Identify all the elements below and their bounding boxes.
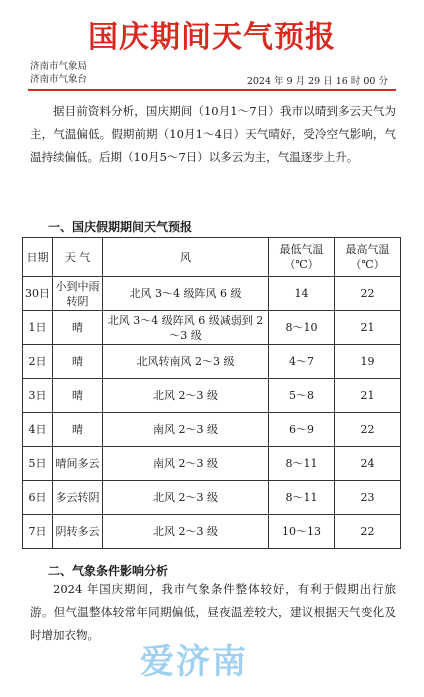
cell-date: 5日 [23, 447, 53, 481]
cell-weather: 晴 [53, 345, 103, 379]
cell-wind: 北风 2～3 级 [103, 515, 269, 549]
table-row [23, 481, 401, 515]
cell-wind: 北风 3～4 级阵风 6 级减弱到 2～3 级 [103, 311, 269, 345]
issue-time: 2024 年 9 月 29 日 16 时 00 分 [246, 76, 388, 87]
header-max-temp: 最高气温（℃） [335, 238, 401, 277]
header-divider [28, 89, 396, 91]
cell-date: 2日 [23, 345, 53, 379]
table-row [23, 379, 401, 413]
table-row [23, 345, 401, 379]
cell-max-temp: 22 [335, 413, 401, 447]
impact-paragraph: 2024 年国庆期间，我市气象条件整体较好，有利于假期出行旅游。但气温整体较常年同期偏低，昼夜温差较大，建议根据天气变化及时增加衣物。 [30, 582, 396, 642]
intro-paragraph: 据目前资料分析，国庆期间（10月1～7日）我市以晴到多云天气为主，气温偏低。假期前期（10月1～4日）天气晴好，受冷空气影响，气温持续偏低。后期（10月5～7日）以多云为主，气温逐步上升。 [30, 104, 396, 164]
cell-wind: 北风 2～3 级 [103, 379, 269, 413]
cell-wind: 北风 3～4 级阵风 6 级 [103, 277, 269, 311]
cell-min-temp: 14 [269, 277, 335, 311]
cell-wind: 南风 2～3 级 [103, 413, 269, 447]
cell-min-temp: 8～10 [269, 311, 335, 345]
cell-date: 1日 [23, 311, 53, 345]
cell-min-temp: 5～8 [269, 379, 335, 413]
cell-min-temp: 8～11 [269, 481, 335, 515]
cell-weather: 晴 [53, 413, 103, 447]
table-row [23, 447, 401, 481]
cell-max-temp: 23 [335, 481, 401, 515]
forecast-table [22, 237, 401, 549]
table-header-row [23, 238, 401, 277]
table-row [23, 515, 401, 549]
cell-date: 6日 [23, 481, 53, 515]
cell-max-temp: 21 [335, 311, 401, 345]
cell-max-temp: 22 [335, 515, 401, 549]
cell-weather: 晴 [53, 379, 103, 413]
cell-weather: 小到中雨转阴 [53, 277, 103, 311]
cell-date: 7日 [23, 515, 53, 549]
cell-weather: 晴 [53, 311, 103, 345]
cell-min-temp: 6～9 [269, 413, 335, 447]
header-min-temp: 最低气温（℃） [269, 238, 335, 277]
header-weather: 天 气 [53, 238, 103, 277]
cell-max-temp: 24 [335, 447, 401, 481]
cell-max-temp: 19 [335, 345, 401, 379]
cell-wind: 北风转南风 2～3 级 [103, 345, 269, 379]
issuer-station: 济南市气象台 [30, 74, 88, 85]
cell-min-temp: 10～13 [269, 515, 335, 549]
cell-wind: 北风 2～3 级 [103, 481, 269, 515]
cell-weather: 阴转多云 [53, 515, 103, 549]
cell-date: 3日 [23, 379, 53, 413]
cell-max-temp: 21 [335, 379, 401, 413]
table-row [23, 277, 401, 311]
issuer-block [30, 60, 87, 86]
issuer-bureau: 济南市气象局 [30, 61, 88, 72]
cell-weather: 多云转阴 [53, 481, 103, 515]
cell-min-temp: 8～11 [269, 447, 335, 481]
cell-min-temp: 4～7 [269, 345, 335, 379]
section-title-impact: 二、气象条件影响分析 [48, 564, 169, 578]
watermark-logo: 爱济南 [140, 642, 248, 682]
header-date: 日期 [23, 238, 53, 277]
table-row [23, 311, 401, 345]
cell-date: 30日 [23, 277, 53, 311]
cell-max-temp: 22 [335, 277, 401, 311]
cell-date: 4日 [23, 413, 53, 447]
section-title-forecast: 一、国庆假期期间天气预报 [48, 220, 193, 234]
table-row [23, 413, 401, 447]
cell-wind: 南风 2～3 级 [103, 447, 269, 481]
cell-weather: 晴间多云 [53, 447, 103, 481]
header-wind: 风 [103, 238, 269, 277]
document-title: 国庆期间天气预报 [88, 20, 336, 55]
